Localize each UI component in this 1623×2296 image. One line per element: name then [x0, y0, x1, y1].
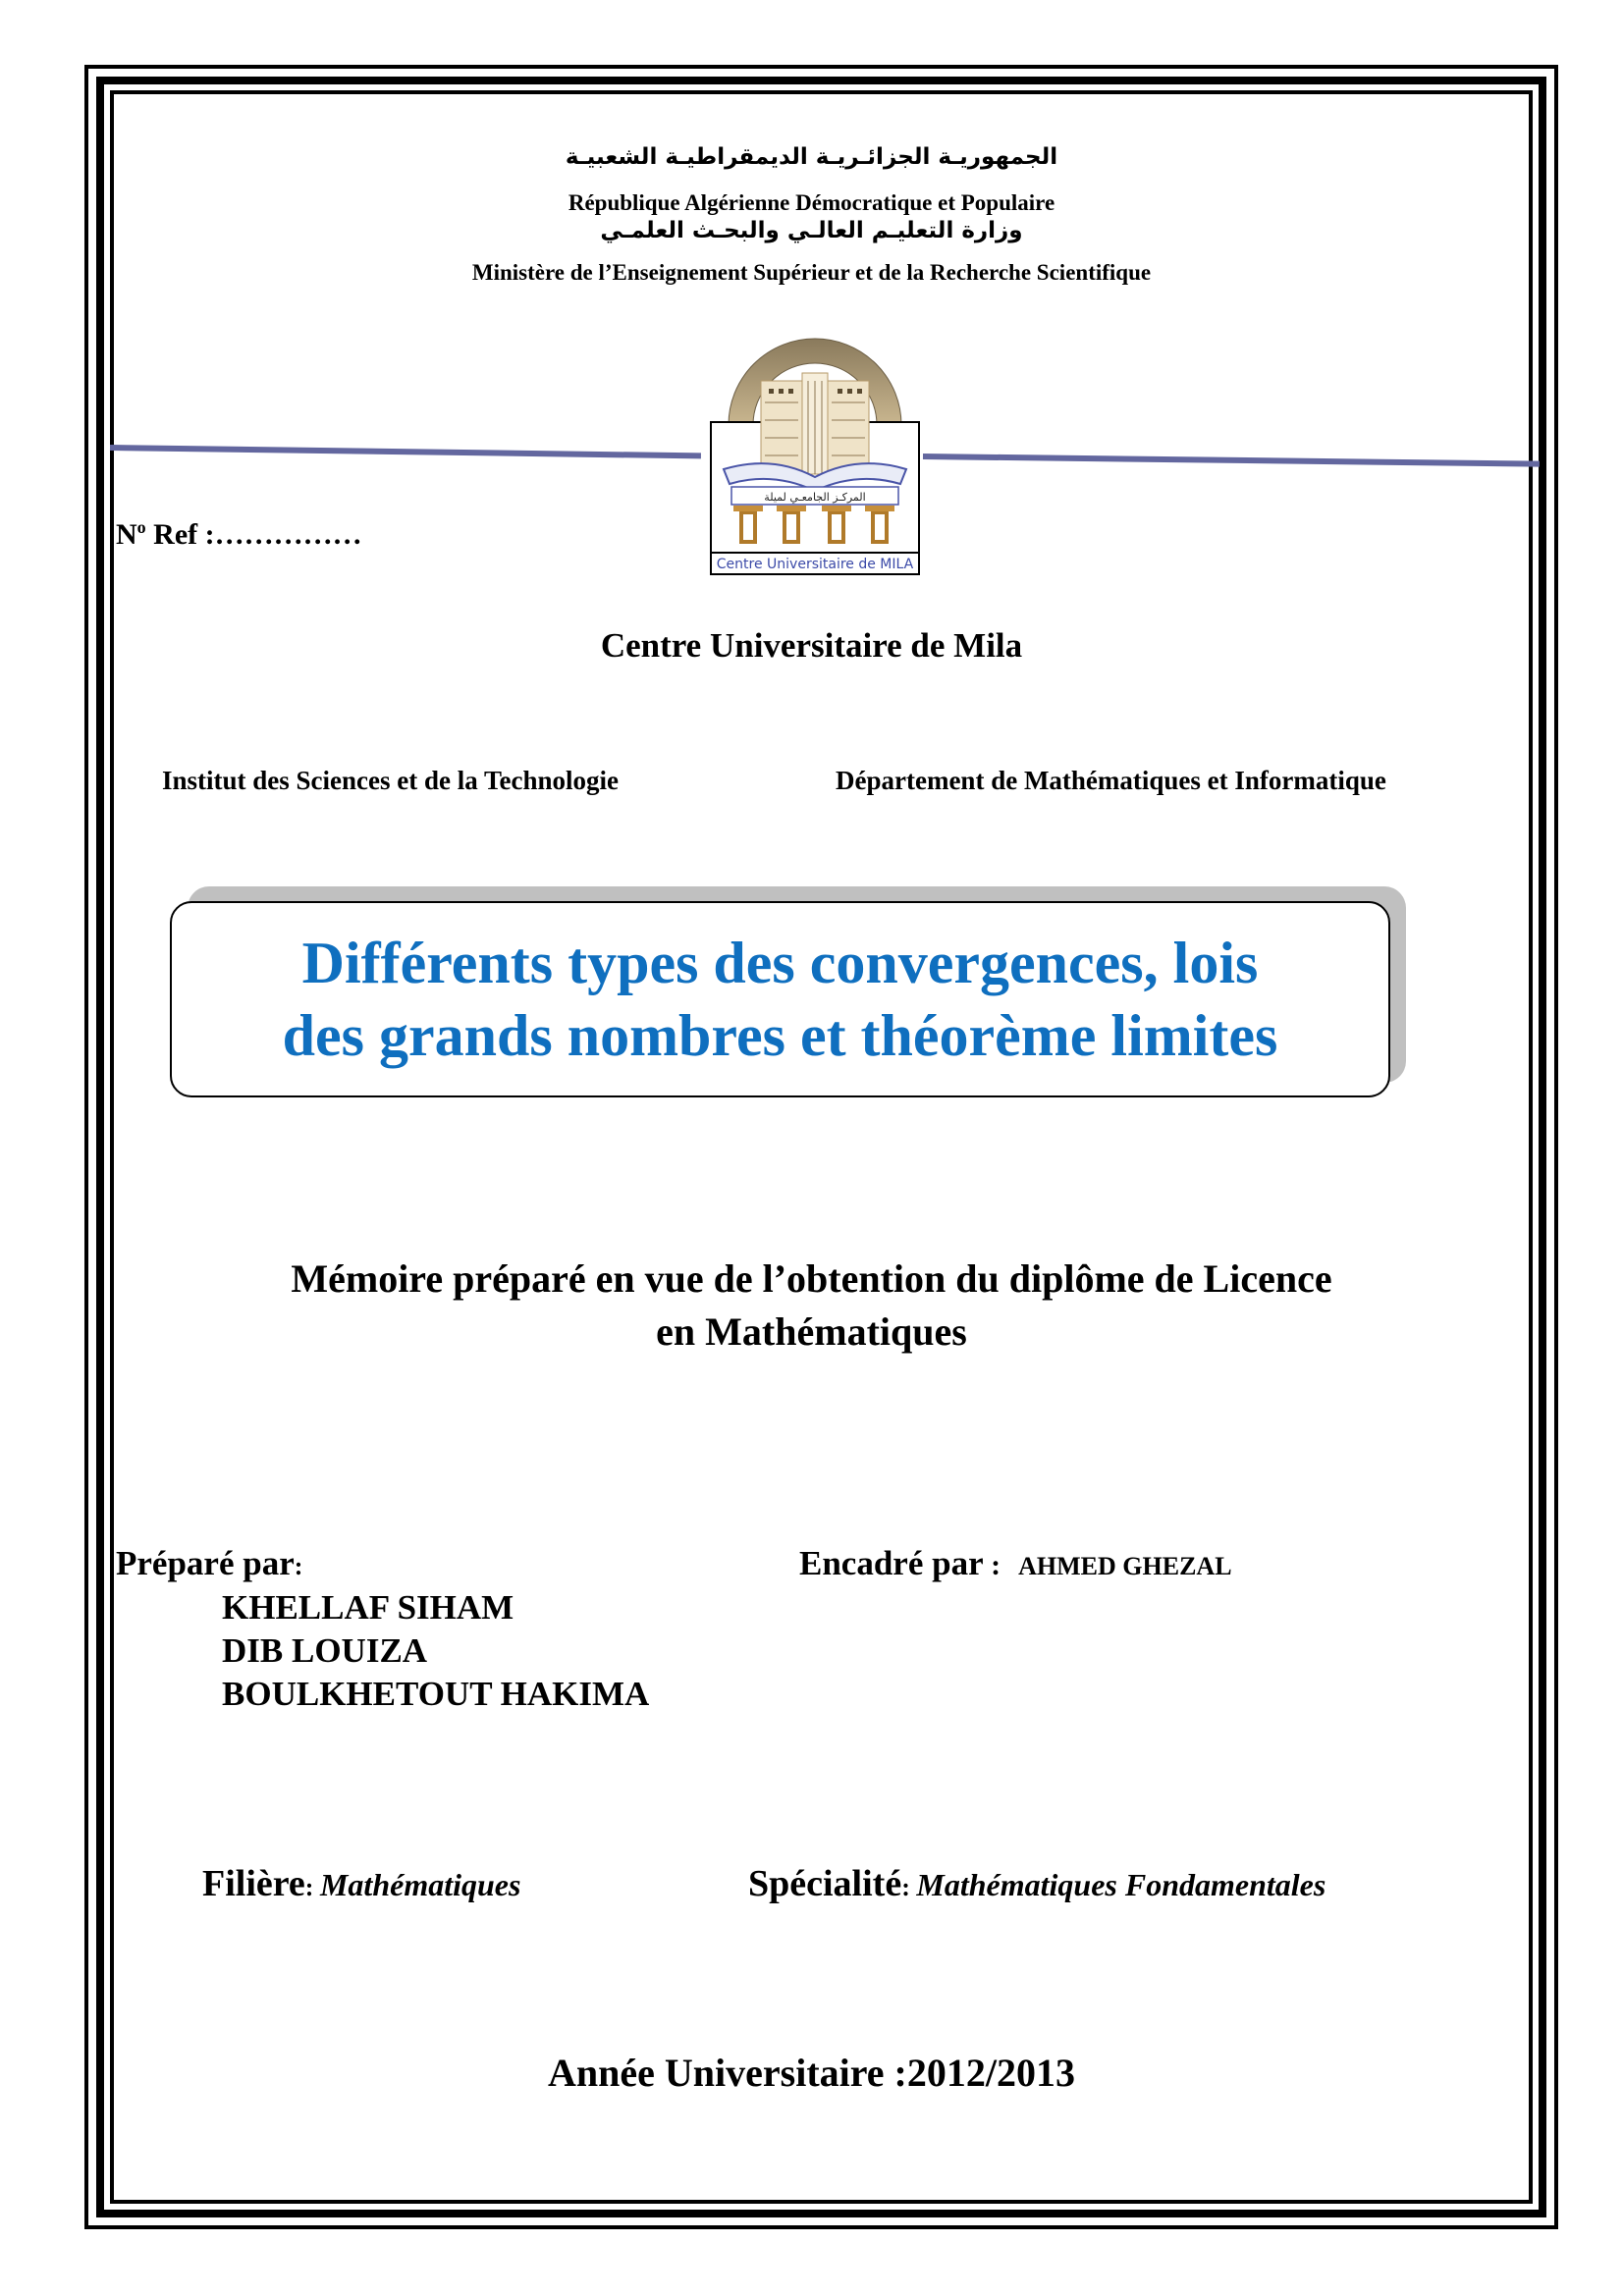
academic-year: Année Universitaire :2012/2013	[548, 2051, 1075, 2095]
ministry-french: Ministère de l’Enseignement Supérieur et de la Recherche Scientifique	[471, 260, 1152, 285]
author-name: DIB LOUIZA	[222, 1631, 428, 1670]
author-list	[222, 1586, 649, 1716]
supervisor-name: AHMED GHEZAL	[1018, 1552, 1232, 1580]
specialite-label: Spécialité	[748, 1863, 902, 1904]
thesis-title-line2: des grands nombres et théorème limites	[282, 1003, 1278, 1068]
department-name: Département de Mathématiques et Informatique	[836, 766, 1386, 795]
university-name: Centre Universitaire de Mila	[600, 626, 1023, 665]
filiere: Filière: Mathématiques	[202, 1863, 521, 1904]
memoire-line1: Mémoire préparé en vue de l’obtention du diplôme de Licence	[291, 1256, 1332, 1301]
supervisor: Encadré par : AHMED GHEZAL	[799, 1544, 1232, 1582]
institute-name: Institut des Sciences et de la Technologie	[162, 766, 620, 795]
republic-arabic: الجمهوريـة الجزائـريـة الديمقراطيـة الشعبيـة	[565, 144, 1058, 170]
thesis-title	[283, 927, 1278, 1072]
author-name: BOULKHETOUT HAKIMA	[222, 1675, 650, 1713]
logo-caption: Centre Universitaire de MILA	[716, 557, 914, 572]
republic-french: République Algérienne Démocratique et Populaire	[568, 190, 1055, 215]
author-name: KHELLAF SIHAM	[222, 1588, 514, 1627]
specialite: Spécialité: Mathématiques Fondamentales	[748, 1863, 1326, 1904]
thesis-title-line1: Différents types des convergences, lois	[301, 931, 1259, 995]
ministry-arabic: وزارة التعليـم العالـي والبحـث العلمـي	[600, 218, 1023, 243]
university-logo	[704, 312, 926, 577]
filiere-label: Filière	[202, 1863, 305, 1904]
title-box	[170, 901, 1390, 1097]
logo-arabic-banner: المركـز الجامعـي لميلة	[764, 491, 866, 504]
supervisor-label: Encadré par	[799, 1544, 984, 1582]
memoire-line2: en Mathématiques	[656, 1309, 967, 1354]
specialite-value: Mathématiques Fondamentales	[916, 1867, 1326, 1902]
filiere-value: Mathématiques	[319, 1867, 521, 1902]
reference-number: $N^o$ Ref :……………	[116, 517, 362, 551]
prepared-by-label: Préparé par:	[116, 1544, 303, 1582]
memoire-description	[0, 1253, 1623, 1359]
